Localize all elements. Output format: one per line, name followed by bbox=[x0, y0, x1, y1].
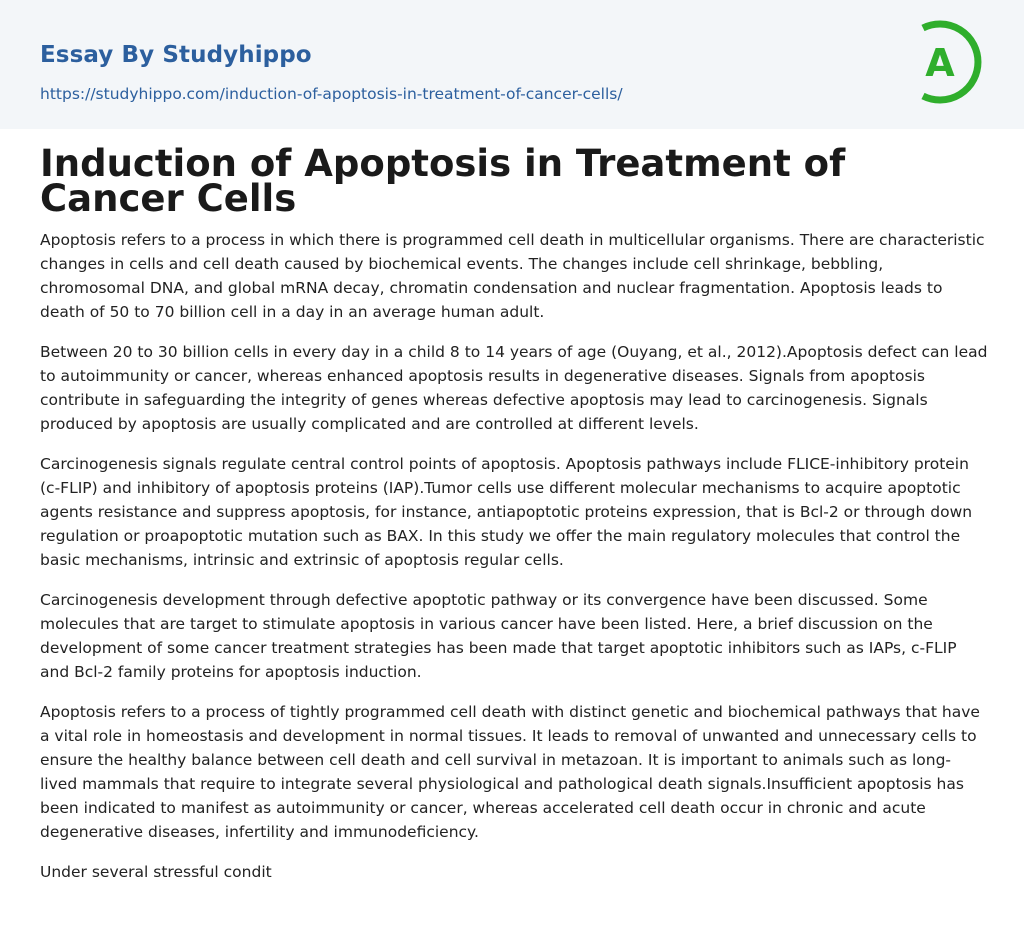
logo-letter: A bbox=[925, 41, 955, 85]
studyhippo-logo-icon[interactable] bbox=[911, 18, 987, 106]
site-brand[interactable]: Essay By Studyhippo bbox=[40, 42, 312, 68]
article-paragraph: Apoptosis refers to a process of tightly programmed cell death with distinct genetic and biochemical pathways that have a vital role in homeostasis and development in normal tissues. It leads to removal of unwanted and unnecessary cells to ensure the healthy balance between cell death and cell survival in metazoan. It is important to animals such as long-lived mammals that require to integrate several physiological and pathological death signals.Insufficient apoptosis has been indicated to manifest as autoimmunity or cancer, whereas accelerated cell death occur in chronic and acute degenerative diseases, infertility and immunodeficiency. bbox=[40, 703, 980, 841]
article-url-link[interactable]: https://studyhippo.com/induction-of-apoptosis-in-treatment-of-cancer-cells/ bbox=[40, 85, 623, 103]
article-paragraph: Apoptosis refers to a process in which there is programmed cell death in multicellular organisms. There are characteristic changes in cells and cell death caused by biochemical events. The changes include cell shrinkage, bebbling, chromosomal DNA, and global mRNA decay, chromatin condensation and nuclear fragmentation. Apoptosis leads to death of 50 to 70 billion cell in a day in an average human adult. bbox=[40, 231, 985, 321]
article-paragraph: Between 20 to 30 billion cells in every day in a child 8 to 14 years of age (Ouyang, et al., 2012).Apoptosis defect can lead to autoimmunity or cancer, whereas enhanced apoptosis results in degenerative diseases. Signals from apoptosis contribute in safeguarding the integrity of genes whereas defective apoptosis may lead to carcinogenesis. Signals produced by apoptosis are usually complicated and are controlled at different levels. bbox=[40, 343, 988, 433]
article-body bbox=[40, 228, 988, 900]
article-paragraph-truncated: Under several stressful condit bbox=[40, 863, 272, 881]
article-paragraph: Carcinogenesis development through defective apoptotic pathway or its convergence have been discussed. Some molecules that are target to stimulate apoptosis in various cancer have been listed. Here, a brief discussion on the development of some cancer treatment strategies has been made that target apoptotic inhibitors such as IAPs, c-FLIP and Bcl-2 family proteins for apoptosis induction. bbox=[40, 591, 957, 681]
article-paragraph: Carcinogenesis signals regulate central control points of apoptosis. Apoptosis pathways include FLICE-inhibitory protein (c-FLIP) and inhibitory of apoptosis proteins (IAP).Tumor cells use different molecular mechanisms to acquire apoptotic agents resistance and suppress apoptosis, for instance, antiapoptotic proteins expression, that is Bcl-2 or through down regulation or proapoptotic mutation such as BAX. In this study we offer the main regulatory molecules that control the basic mechanisms, intrinsic and extrinsic of apoptosis regular cells. bbox=[40, 455, 973, 569]
site-header bbox=[0, 0, 1024, 129]
article-title: Induction of Apoptosis in Treatment of Cancer Cells bbox=[40, 142, 846, 220]
